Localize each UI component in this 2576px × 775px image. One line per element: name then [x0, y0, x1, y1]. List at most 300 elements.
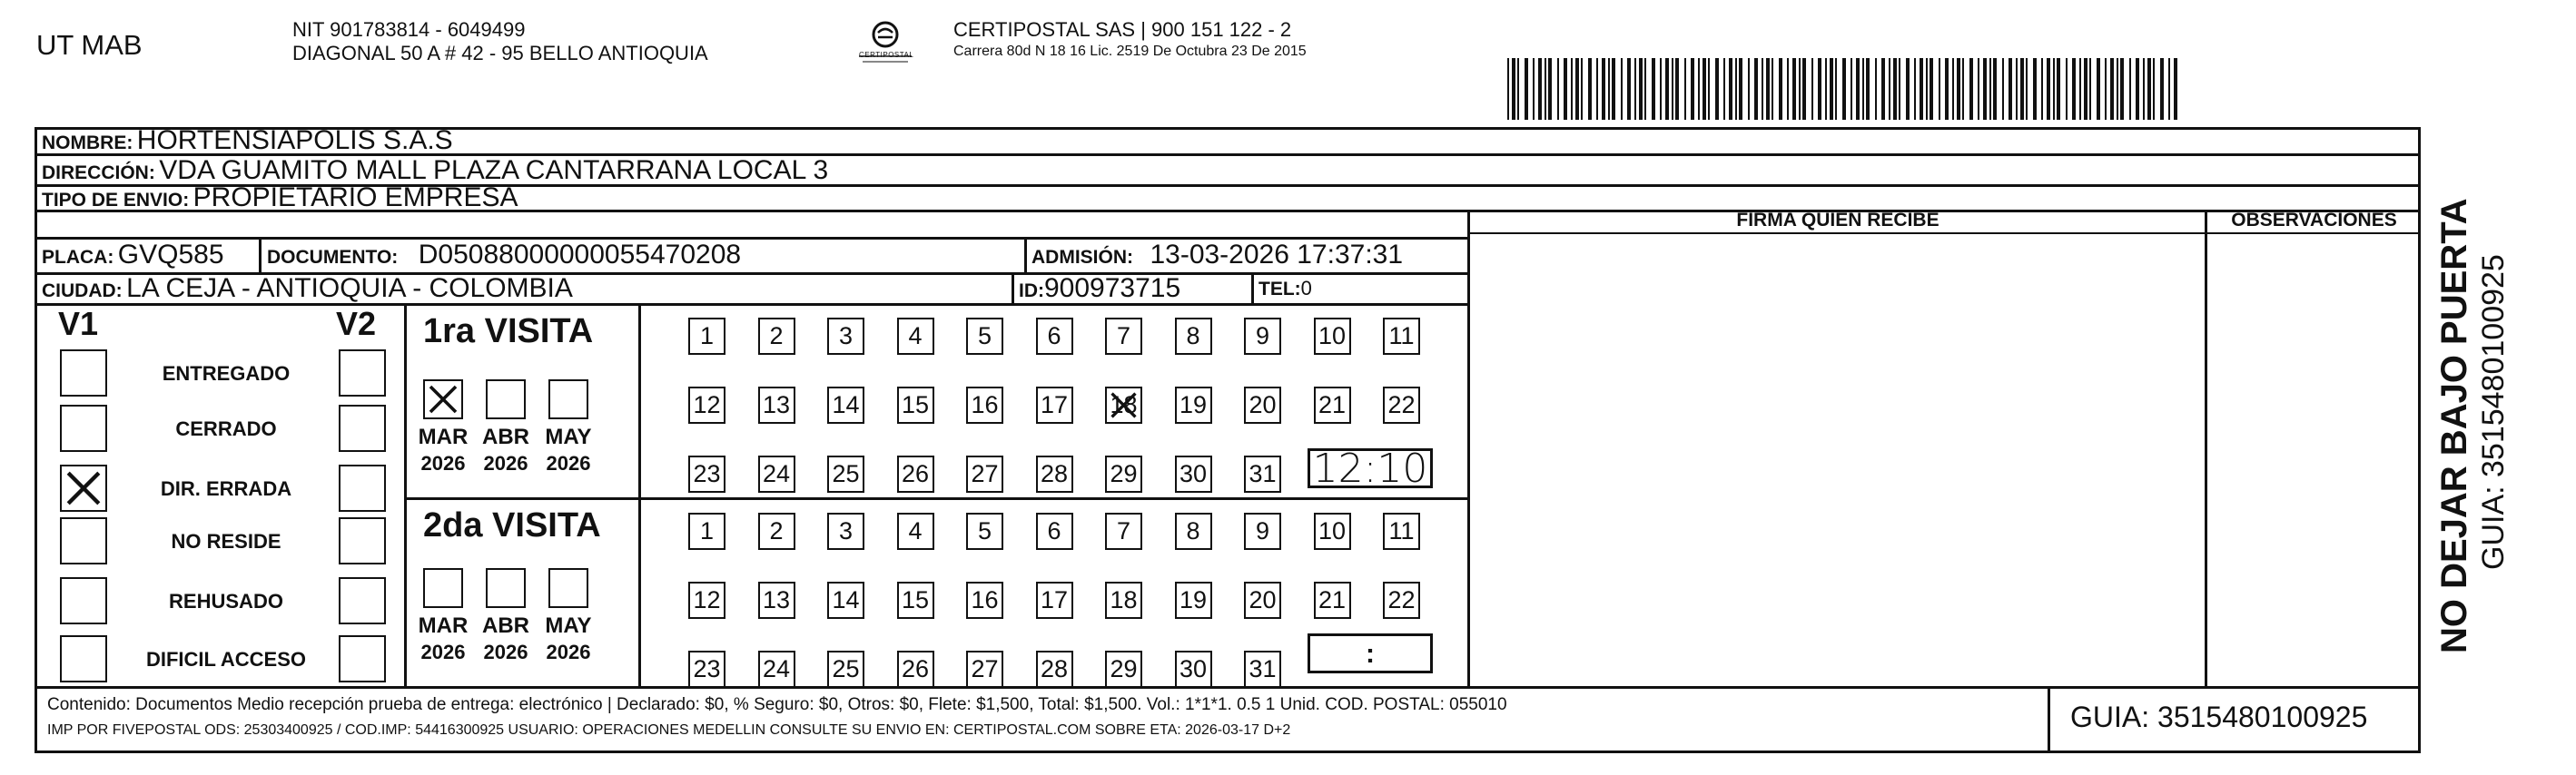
side-warning: NO DEJAR BAJO PUERTA — [2434, 198, 2474, 653]
barcode-bar — [1715, 58, 1719, 120]
observations-header: OBSERVACIONES — [2231, 210, 2397, 231]
day-box[interactable] — [1105, 651, 1142, 688]
day-box[interactable] — [758, 387, 795, 424]
day-number: 18 — [1110, 391, 1138, 418]
logo-text: CERTIPOSTAL — [859, 51, 914, 59]
barcode-bar — [1538, 58, 1542, 120]
day-box[interactable] — [827, 651, 864, 688]
v2-checkbox[interactable] — [339, 405, 386, 452]
id-label: ID: — [1019, 280, 1044, 301]
day-number: 27 — [971, 460, 999, 487]
day-number: 29 — [1110, 460, 1138, 487]
day-number: 3 — [838, 517, 854, 544]
day-number: 13 — [762, 586, 791, 613]
barcode-bar — [1862, 58, 1864, 120]
type-label: TIPO DE ENVIO: — [42, 190, 190, 211]
barcode-bar — [1766, 58, 1770, 120]
barcode-bar — [1557, 58, 1559, 120]
day-number: 22 — [1387, 586, 1416, 613]
day-number: 1 — [699, 517, 715, 544]
v2-checkbox[interactable] — [339, 577, 386, 624]
name-label: NOMBRE: — [42, 132, 133, 153]
year-label: 2026 — [483, 452, 528, 475]
day-number: 10 — [1318, 517, 1347, 544]
barcode-bar — [1772, 58, 1773, 120]
v2-checkbox[interactable] — [339, 517, 386, 564]
day-box[interactable] — [1105, 582, 1142, 619]
month-checkbox[interactable] — [423, 568, 463, 608]
day-box[interactable] — [1244, 456, 1281, 493]
status-label: CERRADO — [175, 417, 277, 440]
v2-checkbox[interactable] — [339, 635, 386, 682]
day-number: 6 — [1047, 322, 1061, 349]
barcode-bar — [1729, 58, 1732, 120]
day-box[interactable] — [1175, 513, 1212, 550]
day-box[interactable] — [827, 582, 864, 619]
day-number: 8 — [1186, 322, 1200, 349]
day-box[interactable] — [827, 318, 864, 355]
day-box[interactable] — [758, 582, 795, 619]
barcode-bar — [1939, 58, 1940, 120]
barcode-bar — [1703, 58, 1706, 120]
barcode-bar — [1930, 58, 1933, 120]
barcode-bar — [2026, 58, 2028, 120]
day-box[interactable] — [758, 318, 795, 355]
carrier-name: CERTIPOSTAL SAS | 900 151 122 - 2 — [953, 18, 1292, 41]
barcode-bar — [2084, 58, 2087, 120]
barcode-bar — [2002, 58, 2004, 120]
day-number: 22 — [1387, 391, 1416, 418]
day-box[interactable] — [897, 318, 934, 355]
day-number: 20 — [1249, 391, 1277, 418]
day-box[interactable] — [827, 513, 864, 550]
day-box[interactable] — [1383, 582, 1420, 619]
day-number: 25 — [832, 655, 860, 682]
day-box[interactable] — [688, 651, 725, 688]
barcode-bar — [2053, 58, 2055, 120]
barcode-bar — [1660, 58, 1662, 120]
day-box[interactable] — [1244, 513, 1281, 550]
barcode-bar — [2105, 58, 2107, 120]
day-box[interactable] — [966, 387, 1003, 424]
barcode-bar — [1754, 58, 1758, 120]
v1-checkbox[interactable] — [60, 577, 107, 624]
barcode-bar — [1581, 58, 1583, 120]
day-number: 16 — [971, 391, 999, 418]
visit2-time-box[interactable] — [1308, 633, 1433, 673]
day-box[interactable] — [966, 582, 1003, 619]
barcode-bar — [1507, 58, 1509, 120]
barcode-bar — [1575, 58, 1579, 120]
day-number: 30 — [1179, 655, 1208, 682]
v2-checkbox[interactable] — [339, 349, 386, 397]
day-box[interactable] — [1036, 387, 1073, 424]
day-box[interactable] — [758, 651, 795, 688]
barcode-bar — [2153, 58, 2155, 120]
barcode-bar — [2008, 58, 2012, 120]
day-number: 31 — [1249, 655, 1277, 682]
barcode-bar — [1989, 58, 1991, 120]
barcode-bar — [2033, 58, 2037, 120]
barcode-bar — [2143, 58, 2145, 120]
day-number: 10 — [1318, 322, 1347, 349]
day-number: 15 — [901, 391, 930, 418]
day-number: 1 — [699, 322, 715, 349]
admission-label: ADMISIÓN: — [1031, 247, 1133, 268]
day-box[interactable] — [827, 387, 864, 424]
day-box[interactable] — [1175, 582, 1212, 619]
barcode-bar — [1708, 58, 1710, 120]
barcode-bar — [1957, 58, 1960, 120]
barcode-bar — [1602, 58, 1605, 120]
year-label: 2026 — [546, 452, 591, 475]
company-address: DIAGONAL 50 A # 42 - 95 BELLO ANTIOQUIA — [292, 42, 708, 64]
barcode-bar — [2136, 58, 2139, 120]
status-label: DIFICIL ACCESO — [145, 648, 306, 671]
day-number: 7 — [1116, 322, 1131, 349]
barcode-bar — [1596, 58, 1598, 120]
day-number: 24 — [762, 655, 791, 682]
day-box[interactable] — [1244, 387, 1281, 424]
day-box[interactable] — [1036, 651, 1073, 688]
day-box[interactable] — [688, 582, 725, 619]
barcode-bar — [1698, 58, 1700, 120]
day-number: 5 — [977, 517, 992, 544]
barcode-bar — [1545, 58, 1546, 120]
day-box[interactable] — [1036, 456, 1073, 493]
day-box[interactable] — [1105, 513, 1142, 550]
day-number: 29 — [1110, 655, 1138, 682]
barcode-bar — [1920, 58, 1923, 120]
month-label: MAY — [545, 425, 592, 449]
day-box[interactable] — [966, 513, 1003, 550]
document-value: D05088000000055470208 — [418, 240, 742, 270]
day-box[interactable] — [688, 513, 725, 550]
barcode-bar — [2147, 58, 2151, 120]
barcode-bar — [2110, 58, 2114, 120]
day-box[interactable] — [1244, 651, 1281, 688]
day-number: 26 — [901, 655, 930, 682]
barcode-bar — [2066, 58, 2068, 120]
barcode-bar — [1811, 58, 1813, 120]
barcode — [1507, 58, 2179, 120]
barcode-bar — [1945, 58, 1949, 120]
barcode-bar — [1875, 58, 1877, 120]
day-number: 5 — [977, 322, 992, 349]
month-checkbox[interactable] — [548, 568, 588, 608]
day-number: 8 — [1186, 517, 1200, 544]
status-label: REHUSADO — [169, 590, 283, 613]
recipient-name: HORTENSIAPOLIS S.A.S — [136, 125, 453, 155]
barcode-bar — [1665, 58, 1669, 120]
shipment-type: PROPIETARIO EMPRESA — [192, 182, 518, 212]
day-number: 28 — [1040, 460, 1069, 487]
tel-value: 0 — [1300, 277, 1312, 299]
day-number: 19 — [1179, 586, 1208, 613]
year-label: 2026 — [420, 452, 466, 475]
barcode-bar — [1608, 58, 1610, 120]
barcode-bar — [2041, 58, 2043, 120]
signature-header: FIRMA QUIEN RECIBE — [1736, 210, 1939, 231]
day-number: 21 — [1318, 586, 1347, 613]
barcode-bar — [2057, 58, 2060, 120]
barcode-bar — [1588, 58, 1592, 120]
side-guia: GUIA: 3515480100925 — [2476, 254, 2511, 570]
month-label: ABR — [482, 613, 529, 638]
barcode-bar — [1825, 58, 1827, 120]
footer-guia: GUIA: 3515480100925 — [2070, 701, 2368, 733]
day-box[interactable] — [966, 318, 1003, 355]
day-number: 23 — [693, 655, 721, 682]
plate-value: GVQ585 — [117, 240, 224, 270]
day-box[interactable] — [966, 456, 1003, 493]
barcode-bar — [2174, 58, 2177, 120]
day-box[interactable] — [1383, 387, 1420, 424]
barcode-bar — [1899, 58, 1900, 120]
day-box[interactable] — [897, 387, 934, 424]
barcode-bar — [1969, 58, 1973, 120]
day-box[interactable] — [1383, 513, 1420, 550]
document-label: DOCUMENTO: — [267, 247, 399, 268]
day-box[interactable] — [1105, 387, 1142, 424]
day-box[interactable] — [758, 456, 795, 493]
day-box[interactable] — [966, 651, 1003, 688]
plate-label: PLACA: — [42, 247, 114, 268]
barcode-bar — [1993, 58, 1997, 120]
v1-checkbox[interactable] — [60, 517, 107, 564]
city-label: CIUDAD: — [42, 280, 123, 301]
month-label: MAR — [418, 425, 469, 449]
barcode-bar — [1818, 58, 1821, 120]
month-label: MAR — [418, 613, 469, 638]
visit2-title: 2da VISITA — [423, 506, 601, 544]
barcode-bar — [1548, 58, 1552, 120]
barcode-bar — [2160, 58, 2164, 120]
month-label: ABR — [482, 425, 529, 449]
day-box[interactable] — [1383, 318, 1420, 355]
day-box[interactable] — [897, 651, 934, 688]
day-box[interactable] — [1036, 582, 1073, 619]
barcode-bar — [1634, 58, 1636, 120]
day-number: 2 — [769, 517, 784, 544]
v1-checkbox[interactable] — [60, 349, 107, 397]
day-box[interactable] — [1175, 387, 1212, 424]
day-box[interactable] — [897, 513, 934, 550]
day-number: 15 — [901, 586, 930, 613]
day-box[interactable] — [1036, 513, 1073, 550]
year-label: 2026 — [546, 641, 591, 663]
barcode-bar — [1564, 58, 1567, 120]
barcode-bar — [1851, 58, 1852, 120]
day-number: 26 — [901, 460, 930, 487]
day-box[interactable] — [1175, 318, 1212, 355]
day-number: 2 — [769, 322, 784, 349]
footer-contents: Contenido: Documentos Medio recepción prueba de entrega: electrónico | Declarado: $0, % Seguro: $0, Otros: $0, Flete: $1,500, Total: $1,500. Vol.: 1*1*1. 0.5 1 Unid. COD. POSTAL: 055010 — [47, 695, 1507, 714]
day-number: 11 — [1388, 517, 1415, 544]
month-label: MAY — [545, 613, 592, 638]
visit1-time-box[interactable] — [1308, 446, 1433, 492]
day-number: 17 — [1040, 391, 1069, 418]
day-box[interactable] — [1175, 456, 1212, 493]
day-number: 6 — [1047, 517, 1061, 544]
barcode-bar — [1866, 58, 1870, 120]
v2-label: V2 — [336, 305, 377, 342]
month-checkbox[interactable] — [423, 379, 463, 419]
carrier-logo — [854, 20, 917, 65]
barcode-bar — [2020, 58, 2024, 120]
barcode-bar — [1962, 58, 1964, 120]
barcode-bar — [2097, 58, 2100, 120]
day-box[interactable] — [1244, 318, 1281, 355]
barcode-bar — [1571, 58, 1573, 120]
day-box[interactable] — [1314, 318, 1351, 355]
barcode-bar — [1621, 58, 1623, 120]
day-number: 23 — [693, 460, 721, 487]
day-box[interactable] — [688, 456, 725, 493]
day-number: 3 — [838, 322, 854, 349]
day-box[interactable] — [897, 582, 934, 619]
day-box[interactable] — [827, 456, 864, 493]
day-box[interactable] — [1105, 318, 1142, 355]
day-number: 4 — [908, 322, 923, 349]
barcode-bar — [1906, 58, 1910, 120]
barcode-bar — [2117, 58, 2118, 120]
day-number: 18 — [1110, 586, 1138, 613]
barcode-bar — [1735, 58, 1737, 120]
barcode-bar — [1802, 58, 1806, 120]
barcode-bar — [2168, 58, 2170, 120]
day-number: 7 — [1116, 517, 1131, 544]
day-box[interactable] — [758, 513, 795, 550]
barcode-bar — [1799, 58, 1801, 120]
barcode-bar — [1842, 58, 1846, 120]
barcode-bar — [1644, 58, 1646, 120]
company-nit: NIT 901783814 - 6049499 — [292, 18, 526, 41]
barcode-bar — [1639, 58, 1643, 120]
day-box[interactable] — [1175, 651, 1212, 688]
barcode-bar — [1525, 58, 1528, 120]
visit1-title: 1ra VISITA — [423, 312, 594, 350]
day-number: 21 — [1318, 391, 1347, 418]
day-number: 24 — [762, 460, 791, 487]
month-checkbox[interactable] — [548, 379, 588, 419]
day-number: 28 — [1040, 655, 1069, 682]
barcode-bar — [2016, 58, 2018, 120]
day-number: 17 — [1040, 586, 1069, 613]
barcode-bar — [1517, 58, 1519, 120]
barcode-bar — [1787, 58, 1789, 120]
recipient-address: VDA GUAMITO MALL PLAZA CANTARRANA LOCAL 3 — [159, 155, 829, 185]
barcode-bar — [1684, 58, 1686, 120]
barcode-bar — [1691, 58, 1694, 120]
year-label: 2026 — [483, 641, 528, 663]
barcode-bar — [2047, 58, 2050, 120]
day-number: 11 — [1388, 322, 1415, 349]
day-number: 31 — [1249, 460, 1277, 487]
status-label: DIR. ERRADA — [160, 477, 292, 500]
barcode-bar — [2079, 58, 2081, 120]
day-box[interactable] — [1314, 513, 1351, 550]
city-value: LA CEJA - ANTIOQUIA - COLOMBIA — [126, 273, 573, 303]
day-number: 12 — [693, 391, 721, 418]
day-number: 14 — [832, 391, 860, 418]
barcode-bar — [1612, 58, 1615, 120]
admission-value: 13-03-2026 17:37:31 — [1150, 240, 1404, 270]
barcode-bar — [1983, 58, 1987, 120]
barcode-bar — [1856, 58, 1860, 120]
day-number: 13 — [762, 391, 791, 418]
v1-label: V1 — [58, 305, 99, 342]
month-checkbox[interactable] — [486, 568, 526, 608]
barcode-bar — [1914, 58, 1916, 120]
year-label: 2026 — [420, 641, 466, 663]
barcode-bar — [1893, 58, 1897, 120]
barcode-bar — [2089, 58, 2091, 120]
day-number: 14 — [832, 586, 860, 613]
day-box[interactable] — [1314, 387, 1351, 424]
barcode-bar — [1952, 58, 1954, 120]
company-name: UT MAB — [36, 29, 143, 61]
day-number: 20 — [1249, 586, 1277, 613]
carrier-license: Carrera 80d N 18 16 Lic. 2519 De Octubra 23 De 2015 — [953, 44, 1307, 59]
barcode-bar — [1926, 58, 1928, 120]
barcode-bar — [2120, 58, 2124, 120]
visit1-time: 12:10 — [1312, 446, 1428, 492]
barcode-bar — [1739, 58, 1742, 120]
barcode-bar — [1748, 58, 1750, 120]
id-value: 900973715 — [1044, 273, 1181, 303]
day-box[interactable] — [897, 456, 934, 493]
day-number: 9 — [1255, 322, 1270, 349]
barcode-bar — [1792, 58, 1796, 120]
day-number: 27 — [971, 655, 999, 682]
barcode-bar — [2129, 58, 2131, 120]
day-number: 25 — [832, 460, 860, 487]
barcode-bar — [1533, 58, 1535, 120]
barcode-bar — [1889, 58, 1890, 120]
day-box[interactable] — [1314, 582, 1351, 619]
address-label: DIRECCIÓN: — [42, 162, 155, 183]
status-label: ENTREGADO — [162, 362, 291, 385]
barcode-bar — [1652, 58, 1655, 120]
barcode-bar — [1672, 58, 1673, 120]
barcode-bar — [1762, 58, 1763, 120]
day-number: 16 — [971, 586, 999, 613]
barcode-bar — [1830, 58, 1833, 120]
footer-print-info: IMP POR FIVEPOSTAL ODS: 25303400925 / COD.IMP: 54416300925 USUARIO: OPERACIONES MEDELLIN CONSULTE SU ENVIO EN: CERTIPOSTAL.COM SOBRE ETA: 2026-03-17 D+2 — [47, 722, 1291, 738]
barcode-bar — [1512, 58, 1515, 120]
month-checkbox[interactable] — [486, 379, 526, 419]
day-number: 19 — [1179, 391, 1208, 418]
day-number: 12 — [693, 586, 721, 613]
barcode-bar — [1779, 58, 1782, 120]
day-box[interactable] — [1036, 318, 1073, 355]
tel-label: TEL: — [1258, 279, 1301, 299]
day-box[interactable] — [1105, 456, 1142, 493]
v1-checkbox[interactable] — [60, 405, 107, 452]
day-box[interactable] — [688, 387, 725, 424]
day-box[interactable] — [1244, 582, 1281, 619]
v1-checkbox[interactable] — [60, 635, 107, 682]
barcode-bar — [1978, 58, 1979, 120]
barcode-bar — [2072, 58, 2076, 120]
barcode-bar — [1835, 58, 1837, 120]
v2-checkbox[interactable] — [339, 465, 386, 512]
day-box[interactable] — [688, 318, 725, 355]
day-number: 4 — [908, 517, 923, 544]
barcode-bar — [1675, 58, 1679, 120]
v1-checkbox[interactable] — [60, 465, 107, 512]
